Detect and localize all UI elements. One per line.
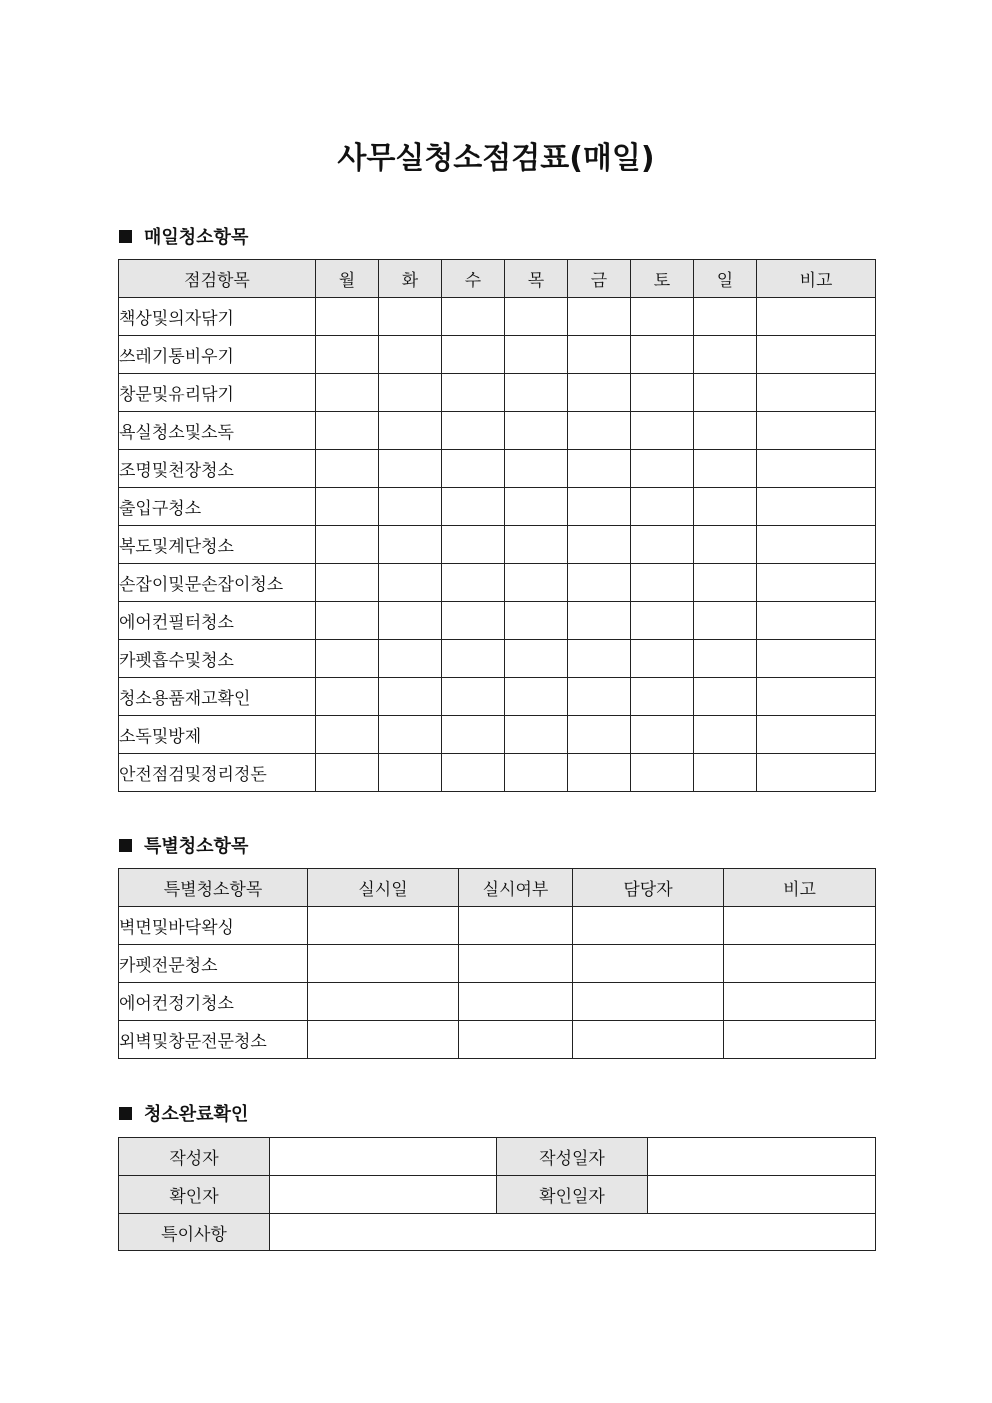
special-entry-cell[interactable]	[308, 983, 459, 1021]
daily-check-cell[interactable]	[316, 412, 379, 450]
special-item-label: 외벽및창문전문청소	[119, 1021, 308, 1059]
document-title: 사무실청소점검표(매일)	[337, 141, 655, 176]
daily-check-cell[interactable]	[316, 488, 379, 526]
square-bullet-icon	[119, 1107, 132, 1120]
daily-check-cell[interactable]	[316, 336, 379, 374]
special-item-label: 벽면및바닥왁싱	[119, 907, 308, 945]
daily-item-label: 카펫흡수및청소	[119, 640, 316, 678]
daily-item-row	[119, 526, 876, 564]
daily-item-row	[119, 336, 876, 374]
daily-header-cell: 일	[694, 260, 757, 298]
daily-item-row	[119, 754, 876, 792]
daily-check-cell[interactable]	[631, 602, 694, 640]
daily-header-cell: 목	[505, 260, 568, 298]
special-entry-cell[interactable]	[459, 983, 573, 1021]
daily-check-cell[interactable]	[505, 602, 568, 640]
daily-check-cell[interactable]	[694, 450, 757, 488]
daily-remarks-cell[interactable]	[757, 336, 876, 374]
daily-check-cell[interactable]	[442, 640, 505, 678]
daily-check-cell[interactable]	[505, 336, 568, 374]
daily-check-cell[interactable]	[568, 564, 631, 602]
square-bullet-icon	[119, 230, 132, 243]
special-header-cell: 특별청소항목	[119, 869, 308, 907]
daily-item-label: 소독및방제	[119, 716, 316, 754]
daily-check-cell[interactable]	[505, 754, 568, 792]
daily-remarks-cell[interactable]	[757, 678, 876, 716]
daily-header-cell: 점검항목	[119, 260, 316, 298]
checker-field[interactable]	[270, 1176, 497, 1214]
daily-item-row	[119, 488, 876, 526]
daily-remarks-cell[interactable]	[757, 450, 876, 488]
daily-item-label: 손잡이및문손잡이청소	[119, 564, 316, 602]
special-header-cell: 실시여부	[459, 869, 573, 907]
special-section-heading	[119, 832, 248, 858]
daily-item-row	[119, 564, 876, 602]
special-header-cell: 비고	[724, 869, 876, 907]
special-cleaning-table	[118, 868, 876, 1059]
daily-remarks-cell[interactable]	[757, 564, 876, 602]
daily-check-cell[interactable]	[379, 602, 442, 640]
special-entry-cell[interactable]	[459, 1021, 573, 1059]
daily-item-row	[119, 450, 876, 488]
daily-check-cell[interactable]	[631, 412, 694, 450]
daily-check-cell[interactable]	[631, 450, 694, 488]
daily-check-cell[interactable]	[694, 564, 757, 602]
daily-item-row	[119, 716, 876, 754]
daily-check-cell[interactable]	[505, 716, 568, 754]
daily-item-row	[119, 602, 876, 640]
write-date-label: 작성일자	[497, 1138, 648, 1176]
daily-check-cell[interactable]	[316, 754, 379, 792]
daily-check-cell[interactable]	[694, 526, 757, 564]
special-entry-cell[interactable]	[724, 1021, 876, 1059]
special-entry-cell[interactable]	[573, 945, 724, 983]
daily-remarks-cell[interactable]	[757, 374, 876, 412]
daily-check-cell[interactable]	[631, 716, 694, 754]
writer-label: 작성자	[119, 1138, 270, 1176]
daily-check-cell[interactable]	[505, 640, 568, 678]
daily-check-cell[interactable]	[631, 336, 694, 374]
daily-check-cell[interactable]	[568, 298, 631, 336]
daily-item-row	[119, 374, 876, 412]
daily-check-cell[interactable]	[694, 640, 757, 678]
daily-check-cell[interactable]	[694, 602, 757, 640]
daily-check-cell[interactable]	[631, 754, 694, 792]
daily-remarks-cell[interactable]	[757, 488, 876, 526]
daily-header-cell: 토	[631, 260, 694, 298]
completion-section-title: 청소완료확인	[144, 1104, 249, 1125]
special-item-row	[119, 983, 876, 1021]
daily-remarks-cell[interactable]	[757, 298, 876, 336]
daily-remarks-cell[interactable]	[757, 640, 876, 678]
special-entry-cell[interactable]	[308, 945, 459, 983]
daily-check-cell[interactable]	[631, 640, 694, 678]
special-section-title: 특별청소항목	[144, 836, 249, 857]
daily-check-cell[interactable]	[379, 298, 442, 336]
daily-check-cell[interactable]	[505, 450, 568, 488]
daily-check-cell[interactable]	[442, 412, 505, 450]
daily-check-cell[interactable]	[568, 412, 631, 450]
daily-check-cell[interactable]	[442, 602, 505, 640]
daily-check-cell[interactable]	[442, 336, 505, 374]
daily-header-cell: 월	[316, 260, 379, 298]
special-entry-cell[interactable]	[724, 983, 876, 1021]
daily-check-cell[interactable]	[442, 526, 505, 564]
daily-check-cell[interactable]	[316, 716, 379, 754]
daily-item-row	[119, 298, 876, 336]
daily-section-title: 매일청소항목	[144, 227, 249, 248]
daily-item-label: 에어컨필터청소	[119, 602, 316, 640]
daily-check-cell[interactable]	[505, 526, 568, 564]
daily-check-cell[interactable]	[568, 678, 631, 716]
daily-check-cell[interactable]	[631, 298, 694, 336]
remarks-field[interactable]	[270, 1214, 876, 1251]
completion-row-checker	[119, 1176, 876, 1214]
daily-check-cell[interactable]	[442, 678, 505, 716]
daily-check-cell[interactable]	[442, 488, 505, 526]
daily-check-cell[interactable]	[442, 450, 505, 488]
daily-check-cell[interactable]	[442, 716, 505, 754]
daily-header-cell: 화	[379, 260, 442, 298]
daily-item-label: 쓰레기통비우기	[119, 336, 316, 374]
daily-check-cell[interactable]	[505, 488, 568, 526]
daily-check-cell[interactable]	[379, 488, 442, 526]
daily-check-cell[interactable]	[631, 488, 694, 526]
special-entry-cell[interactable]	[724, 945, 876, 983]
daily-item-row	[119, 678, 876, 716]
daily-check-cell[interactable]	[379, 336, 442, 374]
daily-check-cell[interactable]	[568, 450, 631, 488]
special-item-label: 에어컨정기청소	[119, 983, 308, 1021]
special-entry-cell[interactable]	[459, 945, 573, 983]
daily-item-row	[119, 412, 876, 450]
completion-row-remarks	[119, 1214, 876, 1251]
special-entry-cell[interactable]	[308, 907, 459, 945]
daily-check-cell[interactable]	[694, 754, 757, 792]
daily-check-cell[interactable]	[316, 678, 379, 716]
daily-check-cell[interactable]	[568, 716, 631, 754]
daily-header-row	[119, 260, 876, 298]
daily-check-cell[interactable]	[316, 298, 379, 336]
remarks-label: 특이사항	[119, 1214, 270, 1251]
special-header-cell: 실시일	[308, 869, 459, 907]
daily-check-cell[interactable]	[442, 374, 505, 412]
daily-check-cell[interactable]	[379, 640, 442, 678]
daily-check-cell[interactable]	[694, 716, 757, 754]
write-date-field[interactable]	[648, 1138, 876, 1176]
daily-checklist-table	[118, 259, 876, 792]
daily-header-cell: 수	[442, 260, 505, 298]
checker-label: 확인자	[119, 1176, 270, 1214]
daily-check-cell[interactable]	[379, 450, 442, 488]
daily-check-cell[interactable]	[631, 374, 694, 412]
daily-check-cell[interactable]	[316, 602, 379, 640]
daily-check-cell[interactable]	[568, 336, 631, 374]
daily-check-cell[interactable]	[694, 488, 757, 526]
daily-check-cell[interactable]	[694, 412, 757, 450]
daily-check-cell[interactable]	[379, 564, 442, 602]
daily-check-cell[interactable]	[379, 526, 442, 564]
daily-header-cell: 비고	[757, 260, 876, 298]
daily-check-cell[interactable]	[442, 754, 505, 792]
daily-check-cell[interactable]	[568, 640, 631, 678]
special-header-row	[119, 869, 876, 907]
daily-item-label: 출입구청소	[119, 488, 316, 526]
daily-check-cell[interactable]	[316, 450, 379, 488]
daily-check-cell[interactable]	[505, 412, 568, 450]
daily-item-label: 복도및계단청소	[119, 526, 316, 564]
daily-remarks-cell[interactable]	[757, 716, 876, 754]
daily-check-cell[interactable]	[694, 678, 757, 716]
square-bullet-icon	[119, 839, 132, 852]
daily-check-cell[interactable]	[505, 678, 568, 716]
daily-check-cell[interactable]	[631, 564, 694, 602]
completion-section-heading	[119, 1100, 248, 1126]
daily-item-row	[119, 640, 876, 678]
special-entry-cell[interactable]	[459, 907, 573, 945]
daily-remarks-cell[interactable]	[757, 602, 876, 640]
daily-check-cell[interactable]	[442, 298, 505, 336]
daily-check-cell[interactable]	[568, 526, 631, 564]
completion-row-writer	[119, 1138, 876, 1176]
daily-item-label: 안전점검및정리정돈	[119, 754, 316, 792]
daily-check-cell[interactable]	[568, 488, 631, 526]
special-entry-cell[interactable]	[724, 907, 876, 945]
daily-check-cell[interactable]	[379, 754, 442, 792]
daily-check-cell[interactable]	[379, 716, 442, 754]
daily-check-cell[interactable]	[631, 678, 694, 716]
daily-item-label: 창문및유리닦기	[119, 374, 316, 412]
daily-check-cell[interactable]	[505, 298, 568, 336]
daily-check-cell[interactable]	[379, 678, 442, 716]
special-item-row	[119, 945, 876, 983]
daily-check-cell[interactable]	[694, 298, 757, 336]
special-entry-cell[interactable]	[573, 907, 724, 945]
daily-header-cell: 금	[568, 260, 631, 298]
daily-check-cell[interactable]	[694, 374, 757, 412]
daily-check-cell[interactable]	[505, 564, 568, 602]
daily-check-cell[interactable]	[631, 526, 694, 564]
daily-item-label: 청소용품재고확인	[119, 678, 316, 716]
daily-check-cell[interactable]	[568, 374, 631, 412]
special-item-row	[119, 1021, 876, 1059]
special-header-cell: 담당자	[573, 869, 724, 907]
daily-check-cell[interactable]	[316, 374, 379, 412]
daily-remarks-cell[interactable]	[757, 412, 876, 450]
daily-item-label: 책상및의자닦기	[119, 298, 316, 336]
daily-check-cell[interactable]	[379, 412, 442, 450]
writer-field[interactable]	[270, 1138, 497, 1176]
special-entry-cell[interactable]	[573, 983, 724, 1021]
daily-check-cell[interactable]	[694, 336, 757, 374]
check-date-label: 확인일자	[497, 1176, 648, 1214]
daily-check-cell[interactable]	[442, 564, 505, 602]
special-entry-cell[interactable]	[308, 1021, 459, 1059]
daily-check-cell[interactable]	[316, 564, 379, 602]
daily-check-cell[interactable]	[316, 640, 379, 678]
daily-item-label: 조명및천장청소	[119, 450, 316, 488]
daily-check-cell[interactable]	[505, 374, 568, 412]
daily-remarks-cell[interactable]	[757, 526, 876, 564]
daily-check-cell[interactable]	[316, 526, 379, 564]
special-item-label: 카펫전문청소	[119, 945, 308, 983]
daily-remarks-cell[interactable]	[757, 754, 876, 792]
daily-item-label: 욕실청소및소독	[119, 412, 316, 450]
check-date-field[interactable]	[648, 1176, 876, 1214]
daily-check-cell[interactable]	[568, 754, 631, 792]
daily-section-heading	[119, 223, 248, 249]
special-item-row	[119, 907, 876, 945]
special-entry-cell[interactable]	[573, 1021, 724, 1059]
daily-check-cell[interactable]	[379, 374, 442, 412]
completion-table	[118, 1137, 876, 1251]
daily-check-cell[interactable]	[568, 602, 631, 640]
